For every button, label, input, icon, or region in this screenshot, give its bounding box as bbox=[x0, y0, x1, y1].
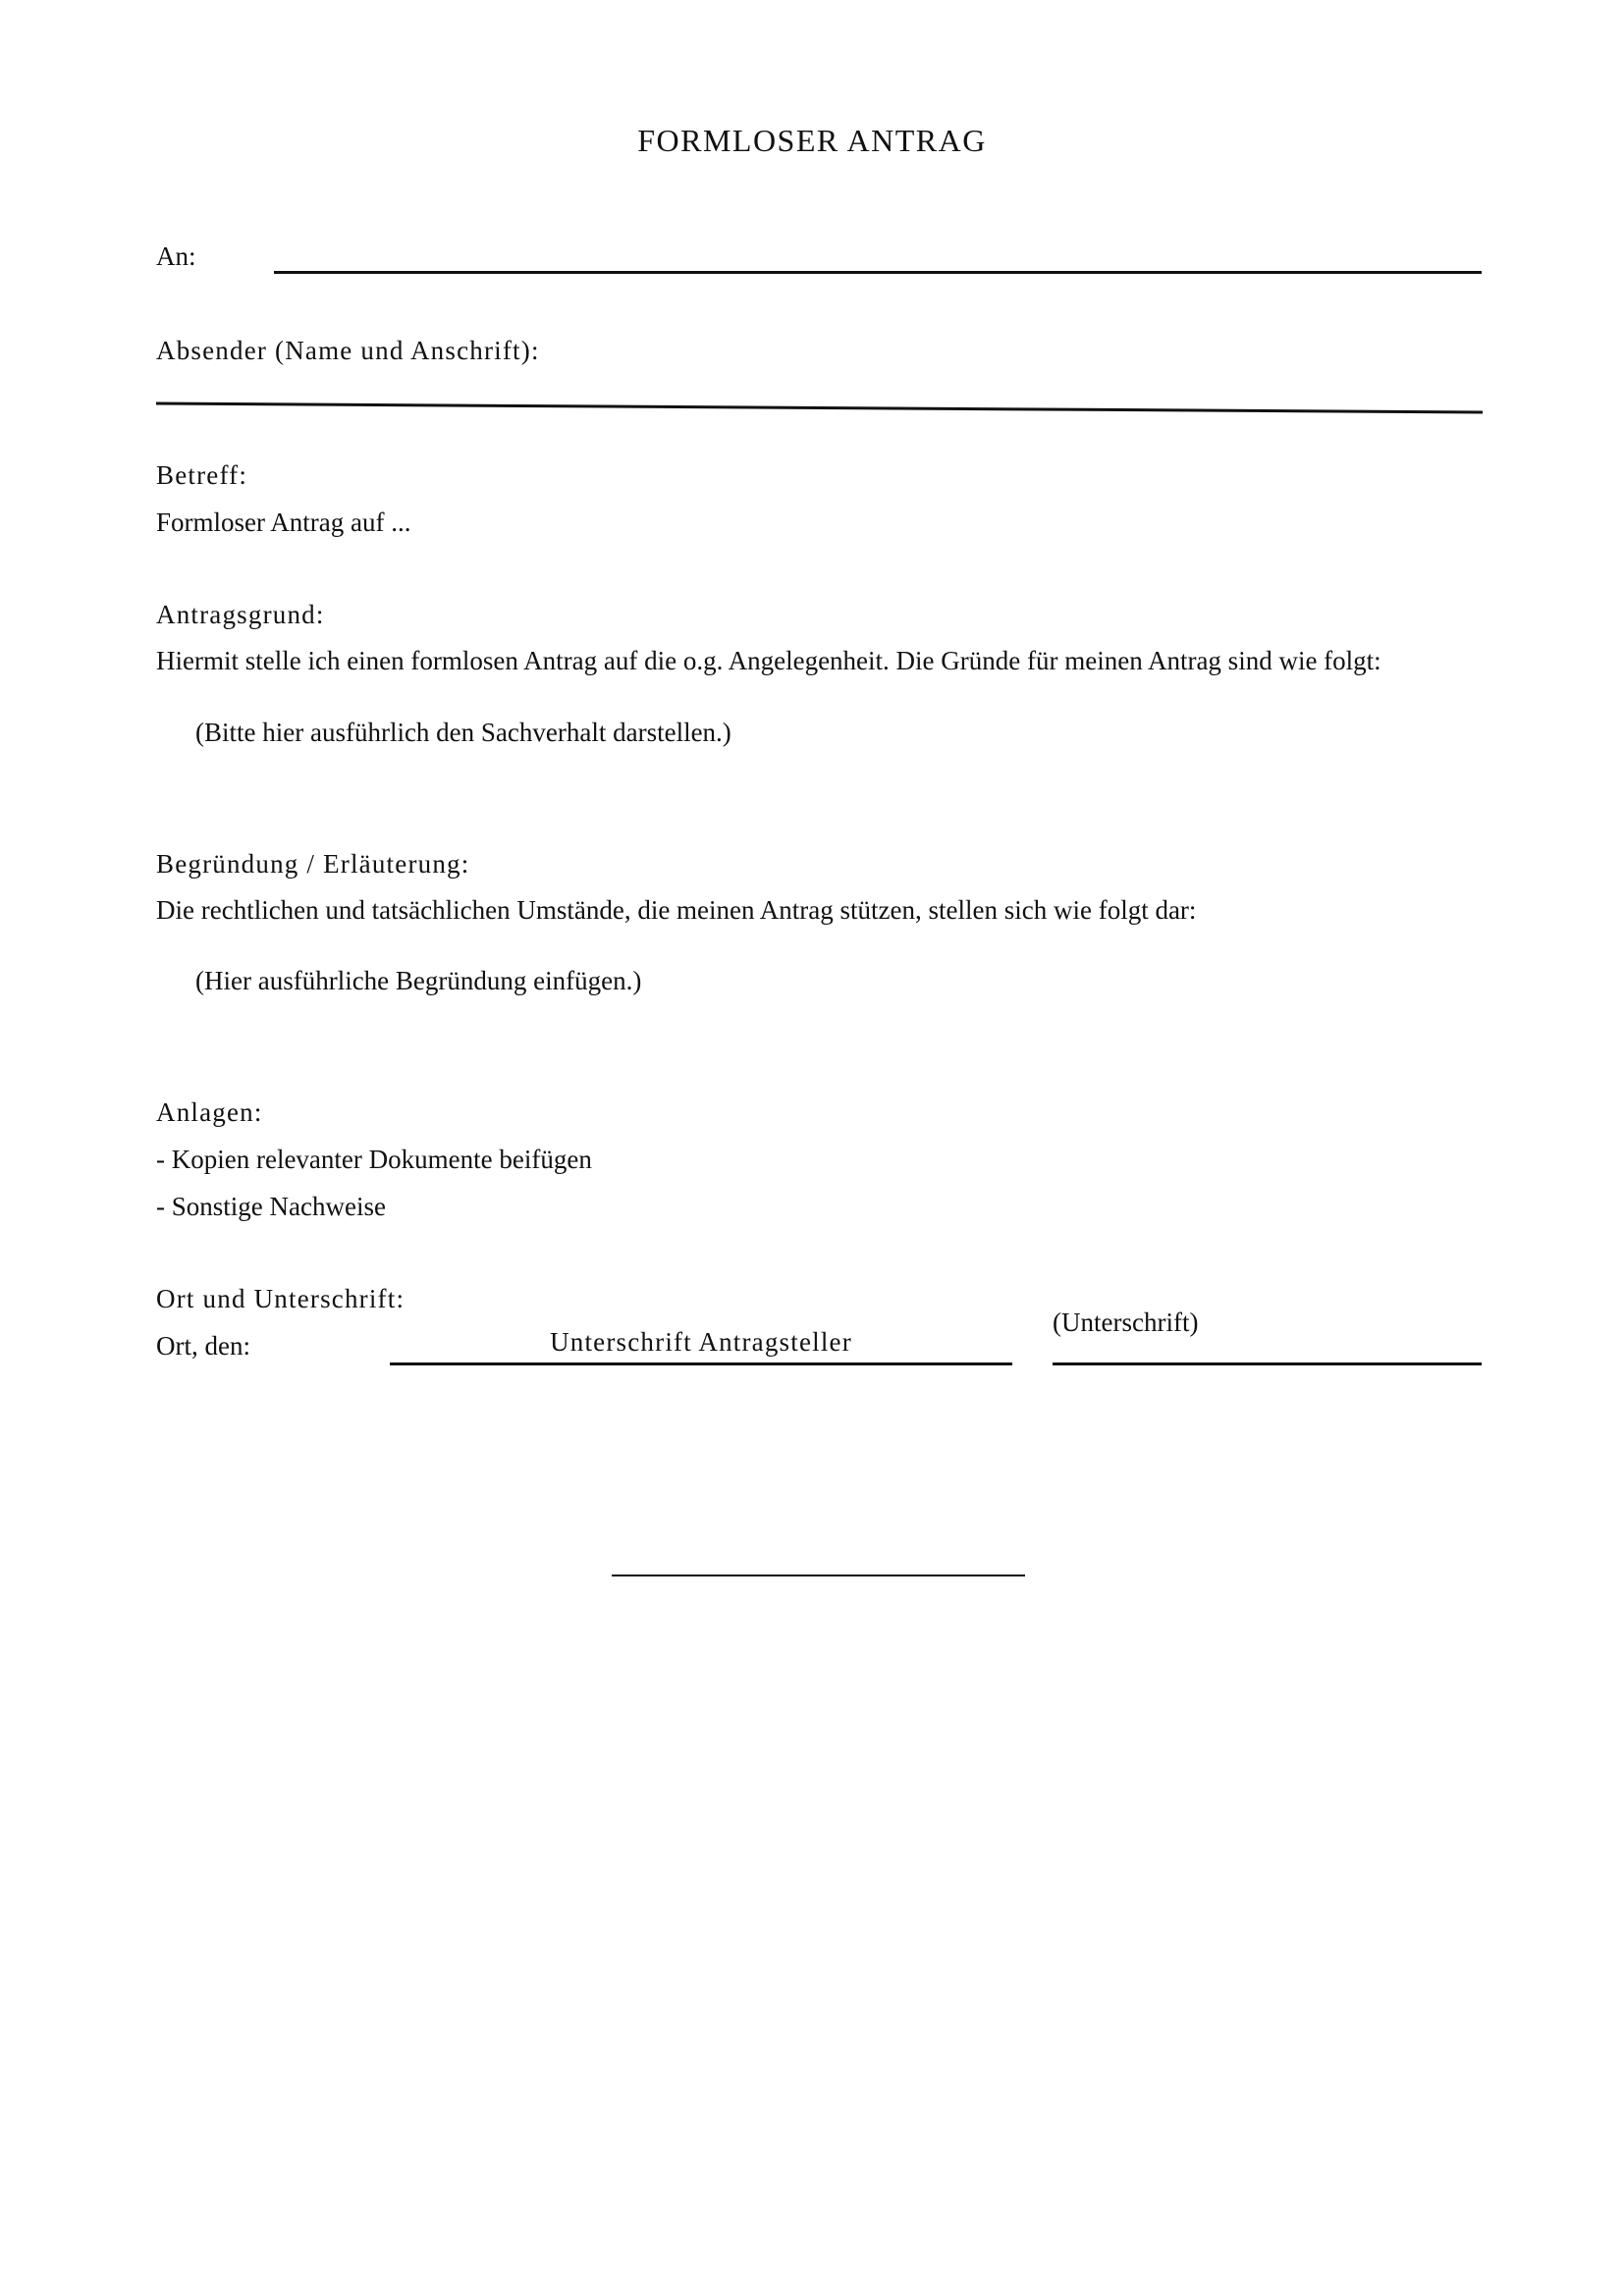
recipient-label: An: bbox=[156, 241, 196, 271]
attachments-label: Anlagen: bbox=[156, 1097, 263, 1127]
subject-label: Betreff: bbox=[156, 460, 248, 490]
applicant-signature-label: Unterschrift Antragsteller bbox=[550, 1327, 852, 1357]
signature-line[interactable] bbox=[1053, 1362, 1482, 1365]
justification-text: Die rechtlichen und tatsächlichen Umstände, die meinen Antrag stützen, stellen sich wie folgt dar: bbox=[156, 895, 1197, 925]
sender-line[interactable] bbox=[155, 399, 1485, 416]
lower-signature-line[interactable] bbox=[612, 1575, 1025, 1576]
signature-label: (Unterschrift) bbox=[1053, 1308, 1199, 1337]
place-date-label: Ort, den: bbox=[156, 1331, 250, 1361]
subject-text: Formloser Antrag auf ... bbox=[156, 507, 411, 537]
signature-section-label: Ort und Unterschrift: bbox=[156, 1284, 406, 1313]
document-title: FORMLOSER ANTRAG bbox=[637, 123, 987, 158]
justification-label: Begründung / Erläuterung: bbox=[156, 849, 470, 879]
justification-placeholder[interactable]: (Hier ausführliche Begründung einfügen.) bbox=[195, 966, 642, 995]
attachment-item: - Kopien relevanter Dokumente beifügen bbox=[156, 1145, 592, 1174]
attachment-item: - Sonstige Nachweise bbox=[156, 1192, 386, 1221]
recipient-line[interactable] bbox=[274, 271, 1482, 274]
reason-text: Hiermit stelle ich einen formlosen Antrag auf die o.g. Angelegenheit. Die Gründe für meinen Antrag sind wie folgt: bbox=[156, 646, 1381, 675]
reason-placeholder[interactable]: (Bitte hier ausführlich den Sachverhalt darstellen.) bbox=[195, 718, 731, 747]
applicant-signature-line[interactable] bbox=[390, 1362, 1012, 1365]
reason-label: Antragsgrund: bbox=[156, 600, 325, 629]
sender-label: Absender (Name und Anschrift): bbox=[156, 336, 540, 365]
